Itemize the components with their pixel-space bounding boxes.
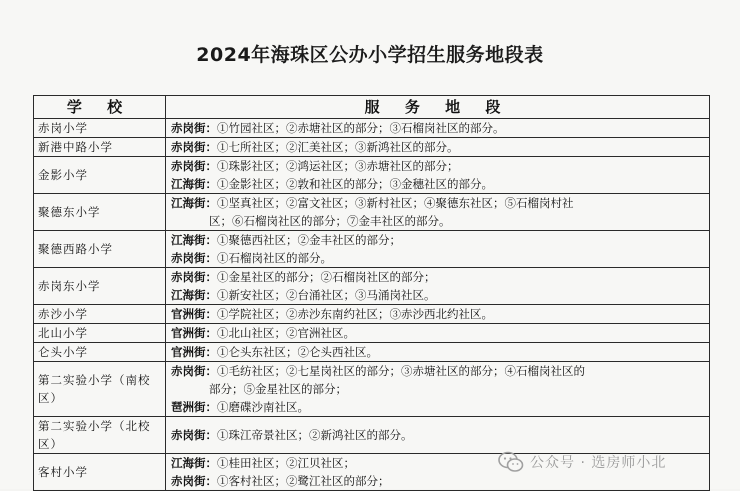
- table-row: [34, 324, 710, 343]
- table-row: [34, 268, 710, 305]
- table-row: [34, 119, 710, 138]
- page-title: 2024年海珠区公办小学招生服务地段表: [196, 44, 544, 66]
- school-name: 第二实验小学（南校区）: [34, 362, 166, 417]
- area-line: [171, 324, 705, 342]
- community-list: ①坚真社区；②富文社区；③新村社区；④聚德东社区；⑤石榴岗村社: [217, 196, 574, 210]
- service-areas: [166, 268, 710, 305]
- area-line: [171, 268, 705, 286]
- table-row: [34, 305, 710, 324]
- school-name: 赤岗东小学: [34, 268, 166, 305]
- community-list: ①北山社区；②官洲社区。: [217, 326, 355, 340]
- service-areas: [166, 138, 710, 157]
- table-row: [34, 194, 710, 231]
- area-line: [171, 426, 705, 444]
- community-list: ①石榴岗社区的部分。: [217, 251, 332, 265]
- street-name: 江海街：: [171, 196, 217, 210]
- table-row: [34, 157, 710, 194]
- table-row: [34, 231, 710, 268]
- watermark-text: 公众号 · 选房师小北: [530, 455, 667, 471]
- service-areas: [166, 343, 710, 362]
- table-header-row: [34, 96, 710, 119]
- community-list: ①毛纺社区；②七星岗社区的部分；③赤塘社区的部分；④石榴岗社区的: [217, 364, 585, 378]
- school-name: 新港中路小学: [34, 138, 166, 157]
- watermark: [498, 448, 726, 476]
- community-list: ①金星社区的部分；②石榴岗社区的部分；: [217, 270, 436, 284]
- table-row: [34, 138, 710, 157]
- community-list: ①金影社区；②敦和社区的部分；③金穗社区的部分。: [217, 177, 493, 191]
- service-areas: [166, 119, 710, 138]
- community-list: ①桂田社区；②江贝社区；: [217, 456, 355, 470]
- community-list: ①学院社区；②赤沙东南约社区；③赤沙西北约社区。: [217, 307, 493, 321]
- table-body: [34, 119, 710, 491]
- school-name: 金影小学: [34, 157, 166, 194]
- service-areas: [166, 194, 710, 231]
- area-line: [171, 286, 705, 304]
- service-areas: [166, 324, 710, 343]
- community-list: 区；⑥石榴岗社区的部分；⑦金丰社区的部分。: [209, 214, 451, 228]
- school-name: 聚德东小学: [34, 194, 166, 231]
- street-name: 江海街：: [171, 288, 217, 302]
- community-list: 部分；⑤金星社区的部分；: [209, 382, 347, 396]
- area-line: [171, 212, 705, 230]
- table-row: [34, 343, 710, 362]
- street-name: 琶洲街：: [171, 400, 217, 414]
- street-name: 赤岗街：: [171, 140, 217, 154]
- street-name: 官洲街：: [171, 326, 217, 340]
- area-line: [171, 362, 705, 380]
- area-line: [171, 175, 705, 193]
- school-name: 北山小学: [34, 324, 166, 343]
- community-list: ①珠影社区；②鸿运社区；③赤塘社区的部分；: [217, 159, 459, 173]
- school-zone-table: [33, 95, 710, 491]
- community-list: ①七所社区；②汇美社区；③新鸿社区的部分。: [217, 140, 459, 154]
- street-name: 江海街：: [171, 177, 217, 191]
- service-areas: [166, 305, 710, 324]
- community-list: ①珠江帝景社区；②新鸿社区的部分。: [217, 428, 413, 442]
- community-list: ①聚德西社区；②金丰社区的部分；: [217, 233, 401, 247]
- street-name: 江海街：: [171, 233, 217, 247]
- community-list: ①竹园社区；②赤塘社区的部分；③石榴岗社区的部分。: [217, 121, 505, 135]
- school-name: 客村小学: [34, 454, 166, 491]
- area-line: [171, 138, 705, 156]
- community-list: ①新安社区；②台涌社区；③马涌岗社区。: [217, 288, 436, 302]
- community-list: ①磨碟沙南社区。: [217, 400, 309, 414]
- street-name: 赤岗街：: [171, 474, 217, 488]
- street-name: 赤岗街：: [171, 364, 217, 378]
- area-line: [171, 305, 705, 323]
- school-name: 仑头小学: [34, 343, 166, 362]
- area-line: [171, 398, 705, 416]
- street-name: 官洲街：: [171, 345, 217, 359]
- area-line: [171, 157, 705, 175]
- service-areas: [166, 231, 710, 268]
- community-list: ①仑头东社区；②仑头西社区。: [217, 345, 378, 359]
- street-name: 赤岗街：: [171, 270, 217, 284]
- area-line: [171, 343, 705, 361]
- service-areas: [166, 362, 710, 417]
- area-line: [171, 380, 705, 398]
- street-name: 赤岗街：: [171, 121, 217, 135]
- street-name: 江海街：: [171, 456, 217, 470]
- street-name: 赤岗街：: [171, 428, 217, 442]
- area-line: [171, 194, 705, 212]
- street-name: 赤岗街：: [171, 251, 217, 265]
- area-line: [171, 249, 705, 267]
- school-name: 聚德西路小学: [34, 231, 166, 268]
- header-school: 学 校: [34, 96, 166, 119]
- school-name: 第二实验小学（北校区）: [34, 417, 166, 454]
- wechat-logo-icon: [498, 451, 524, 473]
- street-name: 赤岗街：: [171, 159, 217, 173]
- header-service-areas: 服 务 地 段: [166, 96, 710, 119]
- school-name: 赤岗小学: [34, 119, 166, 138]
- community-list: ①客村社区；②鹭江社区的部分；: [217, 474, 390, 488]
- service-areas: [166, 157, 710, 194]
- area-line: [171, 231, 705, 249]
- street-name: 官洲街：: [171, 307, 217, 321]
- table-row: [34, 362, 710, 417]
- school-name: 赤沙小学: [34, 305, 166, 324]
- area-line: [171, 119, 705, 137]
